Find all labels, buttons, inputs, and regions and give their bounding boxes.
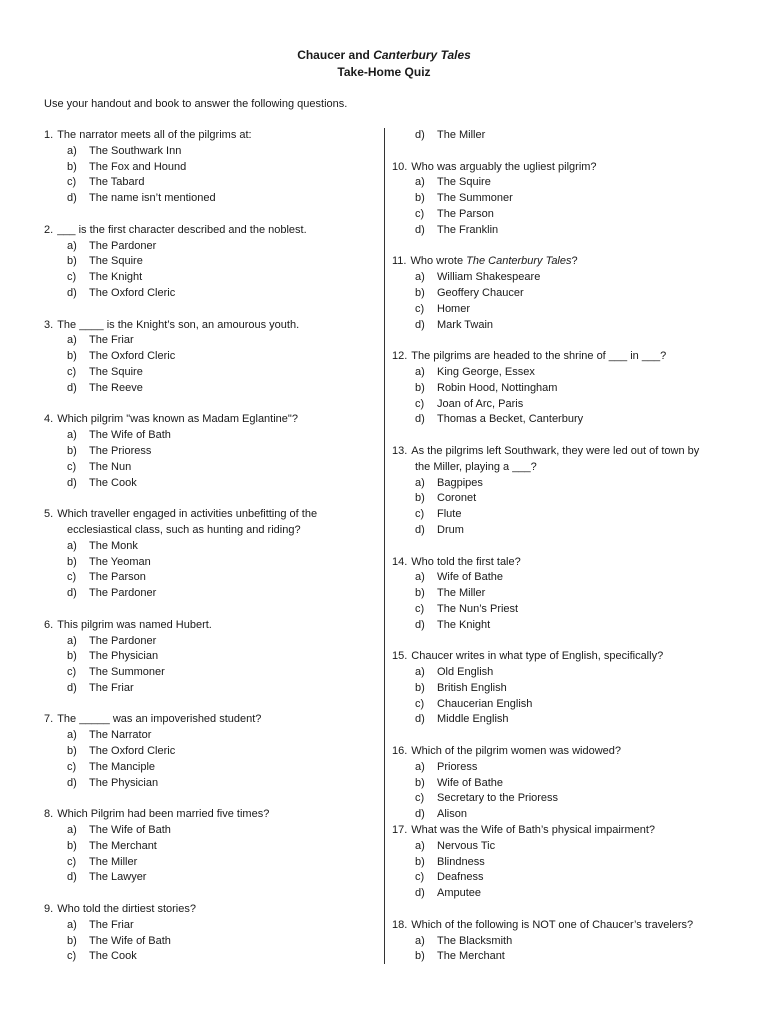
answer-option[interactable] [392,302,732,318]
question-9 [44,902,374,965]
option-letter: d) [415,713,425,726]
option-text: The Friar [89,681,134,694]
question-16 [392,744,732,823]
option-text: Joan of Arc, Paris [437,397,524,410]
question-8 [44,807,374,886]
answer-option[interactable] [392,870,732,886]
instructions: Use your handout and book to answer the following questions. [44,98,348,110]
option-text: William Shakespeare [437,271,541,284]
question-number: 14. [392,555,408,568]
question-15 [392,649,732,728]
answer-option[interactable] [44,634,374,650]
answer-option[interactable] [44,160,374,176]
question-number: 13. [392,444,408,457]
option-text: The Physician [89,776,159,789]
option-text: The Knight [437,618,491,631]
option-text: Deafness [437,871,484,884]
option-text: Homer [437,302,471,315]
question-number: 12. [392,350,408,363]
answer-option[interactable] [392,839,732,855]
option-letter: d) [67,381,77,394]
option-letter: c) [415,871,425,884]
option-text: Chaucerian English [437,697,533,710]
answer-option[interactable] [392,191,732,207]
option-letter: b) [67,555,77,568]
option-text: The Fox and Hound [89,160,187,173]
option-letter: d) [67,587,77,600]
answer-option[interactable] [392,665,732,681]
option-text: The Miller [437,587,486,600]
question-number: 1. [44,129,54,141]
option-letter: a) [415,934,425,947]
answer-option[interactable] [392,791,732,807]
answer-option[interactable] [44,855,374,871]
answer-option[interactable] [44,555,374,571]
answer-option[interactable] [392,886,732,902]
option-letter: d) [415,887,425,900]
option-letter: b) [415,776,425,789]
answer-option[interactable] [44,191,374,207]
question-text: Who told the dirtiest stories? [57,903,196,916]
question-text: Who was arguably the ugliest pilgrim? [411,160,597,173]
option-text: The Cook [89,476,137,489]
answer-option[interactable] [392,365,732,381]
option-text: Alison [437,808,467,821]
answer-option[interactable] [392,476,732,492]
option-text: The Oxford Cleric [89,350,176,363]
option-letter: d) [67,286,77,299]
option-letter: a) [67,539,77,552]
option-letter: b) [415,286,425,299]
column-divider [384,128,385,964]
option-letter: b) [415,681,425,694]
option-letter: c) [67,760,77,773]
answer-option[interactable] [44,144,374,160]
option-letter: d) [67,192,77,205]
option-letter: d) [67,476,77,489]
answer-option[interactable] [44,665,374,681]
title-prefix: Chaucer and [297,48,374,62]
answer-option[interactable] [44,839,374,855]
question-6 [44,618,374,697]
question-number: 10. [392,160,408,173]
option-letter: a) [415,839,425,852]
option-letter: a) [67,634,77,647]
answer-option[interactable] [392,491,732,507]
question-text: Which pilgrim "was known as Madam Eglantine"? [57,413,298,426]
option-letter: c) [415,302,425,315]
answer-option[interactable] [44,649,374,665]
option-text: The Pardoner [89,587,157,600]
option-letter: d) [415,318,425,331]
option-text: The Lawyer [89,871,147,884]
question-text: Who told the first tale? [411,555,521,568]
question-number: 5. [44,508,54,521]
option-letter: d) [415,808,425,821]
option-letter: a) [415,476,425,489]
question-text: The _____ was an impoverished student? [57,713,262,726]
answer-option[interactable] [44,539,374,555]
answer-option[interactable] [44,776,374,792]
option-letter: a) [415,176,425,189]
answer-option[interactable] [392,697,732,713]
question-number: 9. [44,903,54,916]
question-text: The narrator meets all of the pilgrims at: [57,129,252,141]
question-text: As the pilgrims left Southwark, they were led out of town by [411,444,700,457]
option-letter: d) [415,618,425,631]
option-letter: a) [415,666,425,679]
option-text: Coronet [437,492,477,505]
quiz-subtitle: Take-Home Quiz [337,65,431,79]
option-text: Thomas a Becket, Canterbury [437,413,584,426]
answer-option[interactable] [44,254,374,270]
question-number: 6. [44,618,54,631]
option-letter: c) [67,176,77,189]
option-text: Secretary to the Prioress [437,792,559,805]
question-text: The pilgrims are headed to the shrine of ___ in ___? [411,350,667,363]
option-letter: c) [67,460,77,473]
option-text: Geoffery Chaucer [437,286,524,299]
answer-option[interactable] [392,412,732,428]
question-text: Which of the pilgrim women was widowed? [411,745,621,758]
option-letter: b) [67,650,77,663]
option-text: The Pardoner [89,239,157,252]
option-text: The Manciple [89,760,156,773]
answer-option[interactable] [392,381,732,397]
answer-option[interactable] [392,681,732,697]
option-letter: c) [67,666,77,679]
option-letter: c) [67,365,77,378]
option-text: The Friar [89,334,134,347]
option-letter: d) [415,223,425,236]
answer-option[interactable] [44,870,374,886]
answer-option[interactable] [392,286,732,302]
question-text: ___ is the first character described and the noblest. [57,223,307,236]
option-letter: a) [415,760,425,773]
answer-option[interactable] [392,776,732,792]
answer-option[interactable] [44,270,374,286]
answer-option[interactable] [44,744,374,760]
option-letter: a) [415,365,425,378]
answer-option[interactable] [392,570,732,586]
option-letter: b) [415,950,425,963]
question-number: 8. [44,808,54,821]
right-column [392,128,732,965]
answer-option[interactable] [44,823,374,839]
question-text: What was the Wife of Bath’s physical impairment? [411,824,656,837]
quiz-header [0,47,768,81]
option-letter: d) [415,523,425,536]
option-letter: b) [67,934,77,947]
question-number: 18. [392,918,408,931]
question-number: 11. [392,255,407,268]
option-letter: b) [415,492,425,505]
option-letter: b) [67,444,77,457]
question-text-pre: Who wrote [410,255,464,268]
option-letter: b) [415,587,425,600]
option-letter: b) [67,350,77,363]
option-letter: d) [415,413,425,426]
question-text: Which Pilgrim had been married five times? [57,808,270,821]
option-text: Prioress [437,760,478,773]
option-text: King George, Essex [437,365,535,378]
option-text: The Southwark Inn [89,144,182,157]
answer-option[interactable] [44,460,374,476]
option-letter: a) [67,429,77,442]
option-text: British English [437,681,507,694]
option-letter: c) [67,855,77,868]
option-text: The Parson [89,571,146,584]
option-letter: b) [415,381,425,394]
answer-option[interactable] [44,934,374,950]
option-text: Robin Hood, Nottingham [437,381,558,394]
answer-option[interactable] [392,712,732,728]
answer-option[interactable] [44,349,374,365]
option-letter: c) [415,602,425,615]
answer-option[interactable] [392,934,732,950]
option-text: The Oxford Cleric [89,745,176,758]
question-12 [392,349,732,428]
option-text: Nervous Tic [437,839,496,852]
option-letter: a) [67,334,77,347]
answer-option[interactable] [392,128,732,144]
answer-option[interactable] [44,239,374,255]
option-letter: a) [415,571,425,584]
option-text: The Summoner [437,192,513,205]
option-text: The Physician [89,650,159,663]
question-5 [44,507,374,602]
option-text: The Nun’s Priest [437,602,519,615]
option-text: The Merchant [89,839,157,852]
option-text: Drum [437,523,464,536]
question-number: 17. [392,824,408,837]
option-text: Bagpipes [437,476,483,489]
option-text: The Prioress [89,444,152,457]
quiz-title [0,47,768,64]
question-text: Which of the following is NOT one of Chaucer’s travelers? [411,918,694,931]
answer-option[interactable] [392,270,732,286]
answer-option[interactable] [44,728,374,744]
option-text: The Monk [89,539,138,552]
question-1 [44,128,374,207]
answer-option[interactable] [392,602,732,618]
option-text: The Wife of Bath [89,934,171,947]
option-letter: a) [67,918,77,931]
answer-option[interactable] [392,523,732,539]
answer-option[interactable] [44,681,374,697]
option-text: The Merchant [437,950,505,963]
answer-option[interactable] [44,286,374,302]
option-text: The Wife of Bath [89,429,171,442]
option-letter: a) [67,729,77,742]
option-letter: b) [67,255,77,268]
answer-option[interactable] [392,586,732,602]
option-text: The Squire [437,176,491,189]
left-column [44,128,374,965]
question-4 [44,412,374,491]
answer-option[interactable] [392,760,732,776]
question-2 [44,223,374,302]
option-text: Wife of Bathe [437,571,504,584]
answer-option[interactable] [392,175,732,191]
answer-option[interactable] [44,444,374,460]
option-text: Mark Twain [437,318,494,331]
answer-option[interactable] [44,365,374,381]
option-letter: c) [415,508,425,521]
answer-option[interactable] [44,760,374,776]
option-text: The Cook [89,950,137,963]
option-text: The Yeoman [89,555,151,568]
question-text: The ____ is the Knight’s son, an amourous youth. [57,318,300,331]
option-letter: b) [67,745,77,758]
option-text: The Squire [89,365,143,378]
option-text: The Narrator [89,729,152,742]
option-letter: b) [67,160,77,173]
option-text: The Parson [437,207,494,220]
option-text: Middle English [437,713,509,726]
question-number: 7. [44,713,54,726]
option-text: Amputee [437,887,482,900]
answer-option[interactable] [392,618,732,634]
option-text: The Tabard [89,176,145,189]
answer-option[interactable] [392,223,732,239]
option-text: The Pardoner [89,634,157,647]
question-11 [392,254,732,333]
option-text: The Knight [89,271,143,284]
answer-option[interactable] [44,949,374,965]
option-letter: b) [415,855,425,868]
option-text: The Franklin [437,223,499,236]
question-text-continued: the Miller, playing a ___? [415,460,537,473]
option-text: Wife of Bathe [437,776,504,789]
option-text: Blindness [437,855,485,868]
answer-option[interactable] [44,381,374,397]
option-letter: a) [67,824,77,837]
answer-option[interactable] [44,428,374,444]
question-17 [392,823,732,902]
question-14 [392,555,732,634]
option-letter: d) [67,776,77,789]
option-text: The Miller [437,129,486,141]
option-letter: c) [415,697,425,710]
question-number: 4. [44,413,54,426]
option-text: The Summoner [89,666,165,679]
option-letter: d) [415,129,425,141]
option-text: The Squire [89,255,143,268]
option-text: Flute [437,508,462,521]
option-letter: a) [67,239,77,252]
question-number: 2. [44,223,54,236]
answer-option[interactable] [44,476,374,492]
answer-option[interactable] [44,570,374,586]
answer-option[interactable] [44,918,374,934]
answer-option[interactable] [44,586,374,602]
answer-option[interactable] [392,807,732,823]
answer-option[interactable] [392,318,732,334]
option-letter: b) [415,192,425,205]
answer-option[interactable] [392,507,732,523]
option-text: The Blacksmith [437,934,513,947]
question-10 [392,160,732,239]
question-text-italic: The Canterbury Tales [466,255,572,268]
option-letter: c) [67,950,77,963]
question-text: Chaucer writes in what type of English, specifically? [411,650,664,663]
option-letter: a) [415,271,425,284]
option-text: The Reeve [89,381,143,394]
answer-option[interactable] [392,207,732,223]
question-text: This pilgrim was named Hubert. [57,618,212,631]
question-text: Which traveller engaged in activities unbefitting of the [57,508,318,521]
question-number: 16. [392,745,408,758]
option-text: The Wife of Bath [89,824,171,837]
option-letter: c) [415,207,425,220]
option-letter: c) [67,571,77,584]
question-3 [44,318,374,397]
answer-option[interactable] [392,397,732,413]
option-letter: a) [67,144,77,157]
option-letter: d) [67,871,77,884]
answer-option[interactable] [44,333,374,349]
question-number: 15. [392,650,408,663]
option-letter: d) [67,681,77,694]
answer-option[interactable] [392,949,732,965]
question-7 [44,712,374,791]
option-text: The Friar [89,918,134,931]
question-text-post: ? [571,255,578,268]
option-text: The name isn’t mentioned [89,192,216,205]
option-text: The Nun [89,460,132,473]
question-number: 3. [44,318,54,331]
option-letter: c) [415,397,425,410]
answer-option[interactable] [44,175,374,191]
option-letter: b) [67,839,77,852]
option-text: The Oxford Cleric [89,286,176,299]
question-text-continued: ecclesiastical class, such as hunting and riding? [67,523,301,536]
option-letter: c) [415,792,425,805]
title-italic: Canterbury Tales [373,48,471,62]
answer-option[interactable] [392,855,732,871]
question-13 [392,444,732,539]
question-18 [392,918,732,965]
option-text: Old English [437,666,494,679]
option-letter: c) [67,271,77,284]
option-text: The Miller [89,855,138,868]
